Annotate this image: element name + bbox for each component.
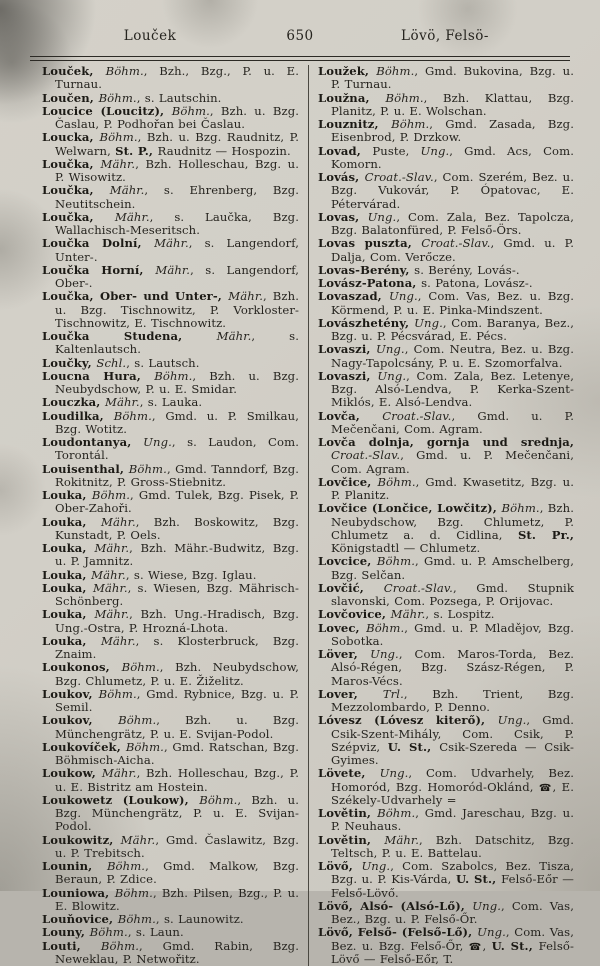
entry-text: Loukov, <box>42 687 99 701</box>
telegraph-symbol-icon: ☎ <box>469 942 483 953</box>
entry-text: , s. Lospitz. <box>425 607 494 621</box>
entry-text: Böhm. <box>107 859 145 873</box>
gazetteer-entry <box>318 92 574 119</box>
entry-text: Mähr. <box>94 607 129 621</box>
entry-text: Lounin, <box>42 859 107 873</box>
gazetteer-entry <box>42 211 299 238</box>
entry-text: , Gmd. Jareschau, Bzg. u. P. Neuhaus. <box>331 806 574 833</box>
entry-text: Lovětin, <box>318 833 384 847</box>
entry-text: Lovaszi, <box>318 342 376 356</box>
gazetteer-entry <box>42 834 299 861</box>
entry-text: , Gmd. Malkow, Bzg. Beraun, P. Zdice. <box>55 859 299 886</box>
entry-text: Lovčice, <box>318 475 378 489</box>
gazetteer-entry <box>318 502 574 555</box>
gazetteer-entry <box>42 489 299 516</box>
entry-text: , Gmd. Zasada, Bzg. Eisenbrod, P. Drzkow. <box>331 117 574 144</box>
gazetteer-entry <box>42 569 299 582</box>
entry-text: U. St., <box>388 740 439 754</box>
entry-text: Ung. <box>380 766 409 780</box>
telegraph-symbol-icon: ☎ <box>539 783 553 794</box>
entry-text: Mähr. <box>101 634 136 648</box>
entry-text: Mähr. <box>100 157 135 171</box>
gazetteer-entry <box>42 105 299 132</box>
entry-text: Croat.-Slav. <box>384 581 453 595</box>
entry-text: Croat.-Slav. <box>331 448 400 462</box>
column-right <box>308 65 574 966</box>
entry-text: Böhm. <box>502 501 540 515</box>
entry-text: , Gmd. Ratschan, Bzg. Böhmisch-Aicha. <box>55 740 299 767</box>
gazetteer-entry <box>318 900 574 927</box>
gazetteer-entry <box>318 264 574 277</box>
entry-text: Loučky, <box>42 356 96 370</box>
gazetteer-entry <box>42 741 299 768</box>
entry-text: Lovec, <box>318 621 366 635</box>
entry-text: Ung. <box>421 144 450 158</box>
entry-text: Ung. <box>361 859 390 873</box>
column-left <box>42 65 308 966</box>
entry-text: Mähr. <box>101 515 136 529</box>
gazetteer-entry <box>318 277 574 290</box>
entry-text: Loukovíček, <box>42 740 126 754</box>
gazetteer-entry <box>318 807 574 834</box>
gazetteer-entry <box>318 860 574 900</box>
entry-text: , Gmd. Rabin, Bzg. Neweklau, P. Netwořitz. <box>55 939 299 966</box>
entry-text: Lovcice, <box>318 554 377 568</box>
entry-text: Louniowa, <box>42 886 115 900</box>
entry-text: Lóvesz (Lóvesz kiterő), <box>318 713 498 727</box>
entry-text: Lovászhetény, <box>318 316 414 330</box>
entry-text: Lovčice (Lončice, Lowčitz), <box>318 501 502 515</box>
entry-text: U. St., <box>492 939 539 953</box>
gazetteer-entry <box>318 926 574 966</box>
gazetteer-entry <box>318 622 574 649</box>
entry-text: , Gmd. Tanndorf, Bzg. Rokitnitz, P. Gross-Stiebnitz. <box>55 462 299 489</box>
gazetteer-entry <box>318 688 574 715</box>
entry-text: Böhm. <box>99 130 137 144</box>
entry-text: Böhm. <box>115 886 153 900</box>
entry-text: , s. Wiesen, Bzg. Mährisch-Schönberg. <box>55 581 299 608</box>
entry-text: Böhm. <box>376 64 414 78</box>
entry-text: Mähr. <box>121 833 156 847</box>
entry-text: Lover, <box>318 687 383 701</box>
entry-text: Schl. <box>96 356 126 370</box>
entry-text: , Bzh. u. Bzg. Neubydschow, P. u. E. Smidar. <box>55 369 299 396</box>
entry-text: , Gmd. Kwasetitz, Bzg. u. P. Planitz. <box>331 475 574 502</box>
entry-text: Louka, <box>42 568 91 582</box>
gazetteer-entry <box>42 913 299 926</box>
entry-text: Croat.-Slav. <box>382 409 451 423</box>
gazetteer-entry <box>42 131 299 158</box>
entry-text: s. Berény, Lovás-. <box>414 263 519 277</box>
gazetteer-entry <box>318 343 574 370</box>
gazetteer-entry <box>42 860 299 887</box>
gazetteer-entry <box>318 608 574 621</box>
gazetteer-entry <box>42 714 299 741</box>
entry-text: Loucna Hura, <box>42 369 154 383</box>
entry-text: Ung. <box>376 342 405 356</box>
entry-text: , Bzh. u. Bzg. Münchengrätz, P. u. E. Svijan-Podol. <box>55 713 299 740</box>
entry-text: , Bzh. Pilsen, Bzg., P. u. E. Blowitz. <box>55 886 299 913</box>
entry-text: , s. Laučka, Bzg. Wallachisch-Meseritsch. <box>55 210 299 237</box>
entry-text: Louisenthal, <box>42 462 129 476</box>
entry-text: Loudilka, <box>42 409 114 423</box>
entry-text: Mähr. <box>94 541 129 555</box>
gazetteer-entry <box>42 237 299 264</box>
entry-text: Lovča, <box>318 409 382 423</box>
entry-text: , Bzh. u. Bzg. Raudnitz, P. Welwarn, <box>55 130 299 157</box>
gazetteer-entry <box>42 887 299 914</box>
entry-text: , s. Lauka. <box>140 395 203 409</box>
entry-text: Loucice (Loucitz), <box>42 104 172 118</box>
entry-text: Louny, <box>42 925 90 939</box>
entry-text: Raudnitz — Hospozin. <box>158 144 291 158</box>
entry-text: Lövő, Alsó- (Alsó-Lő), <box>318 899 472 913</box>
entry-text: , s. Laun. <box>128 925 184 939</box>
entry-text: Böhm. <box>106 64 144 78</box>
gazetteer-entry <box>42 410 299 437</box>
entry-text: s. Patona, Lovász-. <box>421 276 533 290</box>
gazetteer-entry <box>42 940 299 966</box>
entry-text: , Bzh., Bzg., P. u. E. Turnau. <box>55 64 299 91</box>
gazetteer-entry <box>42 290 299 330</box>
entry-text: Louti, <box>42 939 101 953</box>
entry-text: , <box>482 939 491 953</box>
entry-text: Löver, <box>318 647 370 661</box>
entry-text: , Gmd. u. P. Mečenčani, Com. Agram. <box>331 448 574 475</box>
entry-text: Böhm. <box>99 687 137 701</box>
gazetteer-entry <box>42 92 299 105</box>
entry-text: Mähr. <box>91 568 126 582</box>
entry-text: , s. Launowitz. <box>156 912 244 926</box>
entry-text: , Com. Neutra, Bez. u. Bzg. Nagy-Tapolcsány, P. u. E. Szomorfalva. <box>331 342 574 369</box>
entry-text: Ung. <box>370 647 399 661</box>
entry-text: Lovas puszta, <box>318 236 421 250</box>
entry-text: St. P., <box>115 144 158 158</box>
entry-text: Mähr. <box>102 766 137 780</box>
entry-text: Lovaszad, <box>318 289 389 303</box>
entry-text: , E. Székely-Udvarhely = <box>331 780 574 807</box>
entry-text: Loučen, <box>42 91 99 105</box>
entry-text: , Bzh. Neubydschow, Bzg. Chlumetz, P. u. E. Žiželitz. <box>55 660 299 687</box>
entry-text: Lovča dolnja, gornja und srednja, <box>318 435 574 449</box>
entry-text: St. Pr., <box>518 528 574 542</box>
entry-text: , s. Wiese, Bzg. Iglau. <box>126 568 257 582</box>
entry-text: Loukowetz (Loukow), <box>42 793 199 807</box>
gazetteer-entry <box>42 396 299 409</box>
entry-text: Ung. <box>377 369 406 383</box>
entry-text: Mähr. <box>155 263 190 277</box>
entry-text: Böhm. <box>378 475 416 489</box>
gazetteer-entry <box>42 264 299 291</box>
entry-text: , s. Langendorf, Ober-. <box>55 263 299 290</box>
entry-text: Böhm. <box>99 91 137 105</box>
entry-text: Louka, <box>42 488 92 502</box>
entry-text: Trl. <box>383 687 404 701</box>
entry-text: Böhm. <box>154 369 192 383</box>
gazetteer-entry <box>42 330 299 357</box>
entry-text: , Gmd. u. P. Smilkau, Bzg. Wotitz. <box>55 409 299 436</box>
entry-text: , Gmd. Časlawitz, Bzg. u. P. Trebitsch. <box>55 833 299 860</box>
entry-text: Lovas-Berény, <box>318 263 414 277</box>
entry-text: , Gmd. Bukovina, Bzg. u. P. Turnau. <box>331 64 574 91</box>
entry-text: Böhm. <box>172 104 210 118</box>
gazetteer-entry <box>42 688 299 715</box>
entry-text: Ung. <box>143 435 172 449</box>
entry-text: Csik-Szereda — Csik-Gyimes. <box>331 740 574 767</box>
entry-text: , Bzh. Holleschau, Bzg., P. u. E. Bistritz am Hostein. <box>55 766 299 793</box>
gazetteer-entry <box>42 582 299 609</box>
entry-text: Louka, <box>42 607 94 621</box>
gazetteer-entry <box>42 65 299 92</box>
entry-text: , s. Klosterbruck, Bzg. Znaim. <box>55 634 299 661</box>
entry-text: Ung. <box>389 289 418 303</box>
gazetteer-entry <box>318 436 574 476</box>
entry-text: Louka, <box>42 541 94 555</box>
entry-text: Felső-Eőr — Felső-Lövő. <box>331 872 574 899</box>
entry-text: Böhm. <box>366 621 404 635</box>
entry-text: Böhm. <box>126 740 164 754</box>
entry-text: , Gmd. Acs, Com. Komorn. <box>331 144 574 171</box>
gazetteer-entry <box>318 555 574 582</box>
entry-text: Ung. <box>368 210 397 224</box>
text-columns <box>42 65 576 966</box>
entry-text: Böhm. <box>118 912 156 926</box>
gazetteer-entry <box>318 370 574 410</box>
gazetteer-entry <box>42 463 299 490</box>
entry-text: , Com. Maros-Torda, Bez. Alsó-Régen, Bzg. Szász-Régen, P. Maros-Vécs. <box>331 647 574 688</box>
gazetteer-entry <box>318 145 574 172</box>
entry-text: Loučka Studena, <box>42 329 217 343</box>
entry-text: , s. Kaltenlautsch. <box>55 329 299 356</box>
gazetteer-entry <box>42 608 299 635</box>
entry-text: Louznitz, <box>318 117 391 131</box>
entry-text: Böhm. <box>377 806 415 820</box>
entry-text: Croat.-Slav. <box>421 236 490 250</box>
entry-text: Böhm. <box>377 554 415 568</box>
entry-text: , Bzh. Holleschau, Bzg. u. P. Wisowitz. <box>55 157 299 184</box>
entry-text: Loučka Horní, <box>42 263 155 277</box>
entry-text: , Gmd. u. P. Mečenčani, Com. Agram. <box>331 409 574 436</box>
gazetteer-entry <box>42 926 299 939</box>
entry-text: Lovas, <box>318 210 368 224</box>
entry-text: Lövő, Felső- (Felső-Lő), <box>318 925 477 939</box>
entry-text: Lovčovice, <box>318 607 391 621</box>
gazetteer-entry <box>42 158 299 185</box>
gazetteer-entry <box>318 582 574 609</box>
entry-text: Ung. <box>472 899 501 913</box>
gazetteer-entry <box>42 184 299 211</box>
entry-text: Loužna, <box>318 91 386 105</box>
gazetteer-entry <box>318 118 574 145</box>
entry-text: Böhm. <box>118 713 156 727</box>
entry-text: Loukov, <box>42 713 118 727</box>
entry-text: Loudontanya, <box>42 435 143 449</box>
gazetteer-entry <box>318 767 574 807</box>
gazetteer-entry <box>42 635 299 662</box>
entry-text: Louček, <box>42 64 106 78</box>
entry-text: Felső-Lövő — Felső-Eőr, T. <box>331 939 574 966</box>
entry-text: Mähr. <box>391 607 426 621</box>
entry-text: Lovčić, <box>318 581 384 595</box>
entry-text: , Gmd. Stupnik slavonski, Com. Pozsega, P. Orijovac. <box>331 581 574 608</box>
page-number: 650 <box>0 28 600 44</box>
entry-text: , Gmd. u. P. Mladějov, Bzg. Sobotka. <box>331 621 574 648</box>
entry-text: Mähr. <box>217 329 252 343</box>
gazetteer-entry <box>318 834 574 861</box>
entry-text: Louczka, <box>42 395 105 409</box>
entry-text: Louka, <box>42 634 101 648</box>
entry-text: Loukonos, <box>42 660 122 674</box>
entry-text: , Com. Baranya, Bez., Bzg. u. P. Pécsvárad, E. Pécs. <box>331 316 574 343</box>
entry-text: Mähr. <box>115 210 150 224</box>
entry-text: Mähr. <box>105 395 140 409</box>
entry-text: Loucka, <box>42 130 99 144</box>
header-double-rule <box>30 56 570 61</box>
entry-text: Loužek, <box>318 64 376 78</box>
entry-text: Mähr. <box>110 183 145 197</box>
entry-text: Ung. <box>477 925 506 939</box>
entry-text: , Bzh. Mähr.-Budwitz, Bzg. u. P. Jamnitz. <box>55 541 299 568</box>
entry-text: Böhm. <box>90 925 128 939</box>
gazetteer-entry <box>42 767 299 794</box>
entry-text: , Com. Vas, Bez. u. Bzg. Felső-Őr, <box>331 925 574 952</box>
entry-text: , s. Lautsch. <box>126 356 199 370</box>
page-header <box>0 0 600 50</box>
gazetteer-entry <box>318 648 574 688</box>
entry-text: , Com. Udvarhely, Bez. Homoród, Bzg. Homoród-Oklánd, <box>331 766 574 793</box>
entry-text: Böhm. <box>122 660 160 674</box>
entry-text: U. St., <box>456 872 501 886</box>
entry-text: Loučka, <box>42 183 110 197</box>
entry-text: , Bzh. Trient, Bzg. Mezzolombardo, P. Denno. <box>331 687 574 714</box>
entry-text: Louka, <box>42 581 93 595</box>
entry-text: Croat.-Slav. <box>365 170 434 184</box>
entry-text: , Com. Szabolcs, Bez. Tisza, Bzg. u. P. Kis-Várda, <box>331 859 574 886</box>
entry-text: Loukowitz, <box>42 833 121 847</box>
gazetteer-entry <box>318 476 574 503</box>
entry-text: Böhm. <box>129 462 167 476</box>
entry-text: Loučka Dolní, <box>42 236 154 250</box>
entry-text: Mähr. <box>228 289 263 303</box>
gazetteer-entry <box>318 211 574 238</box>
entry-text: , Bzh. u. Bzg. Časlau, P. Podhořan bei Časlau. <box>55 104 299 131</box>
gazetteer-entry <box>42 516 299 543</box>
entry-text: Königstadtl — Chlumetz. <box>331 541 480 555</box>
entry-text: , Com. Zala, Bez. Tapolcza, Bzg. Balatonfüred, P. Felső-Örs. <box>331 210 574 237</box>
entry-text: , Bzh. u. Bzg. Münchengrätz, P. u. E. Svijan-Podol. <box>55 793 299 834</box>
entry-text: , Gmd. u. P. Dalja, Com. Verőcze. <box>331 236 574 263</box>
entry-text: , Bzh. Ung.-Hradisch, Bzg. Ung.-Ostra, P. Hrozná-Lhota. <box>55 607 299 634</box>
gazetteer-entry <box>318 237 574 264</box>
entry-text: Lovětin, <box>318 806 377 820</box>
entry-text: , Bzh. Neubydschow, Bzg. Chlumetz, P. Chlumetz a. d. Cidlina, <box>331 501 574 542</box>
entry-text: , s. Ehrenberg, Bzg. Neutitschein. <box>55 183 299 210</box>
guideword-right: Lövö, Felsö- <box>300 28 590 44</box>
entry-text: Lovad, <box>318 144 372 158</box>
entry-text: Lövő, <box>318 859 361 873</box>
entry-text: Loučka, <box>42 210 115 224</box>
entry-text: Louňovice, <box>42 912 118 926</box>
entry-text: Mähr. <box>384 833 419 847</box>
entry-text: Lovaszi, <box>318 369 377 383</box>
entry-text: Lovász-Patona, <box>318 276 421 290</box>
entry-text: Louka, <box>42 515 101 529</box>
gazetteer-entry <box>318 317 574 344</box>
entry-text: Loučka, <box>42 157 100 171</box>
entry-text: , Gmd. Rybnice, Bzg. u. P. Semil. <box>55 687 299 714</box>
gazetteer-entry <box>42 661 299 688</box>
entry-text: Ung. <box>414 316 443 330</box>
gazetteer-entry <box>42 542 299 569</box>
entry-text: , Gmd. Csik-Szent-Mihály, Com. Csik, P. Szépviz, <box>331 713 574 754</box>
entry-text: , Com. Vas, Bez., Bzg. u. P. Felső-Őr. <box>331 899 574 926</box>
entry-text: Lovás, <box>318 170 365 184</box>
entry-text: , Gmd. Tulek, Bzg. Pisek, P. Ober-Zahoři. <box>55 488 299 515</box>
entry-text: Böhm. <box>101 939 139 953</box>
entry-text: , s. Lautschin. <box>137 91 222 105</box>
gazetteer-entry <box>318 714 574 767</box>
entry-text: , s. Langendorf, Unter-. <box>55 236 299 263</box>
entry-text: , Com. Szerém, Bez. u. Bzg. Vukovár, P. Ópatovac, E. Pétervárad. <box>331 170 574 211</box>
entry-text: , Com. Zala, Bez. Letenye, Bzg. Alsó-Lendva, P. Kerka-Szent-Miklós, E. Alsó-Lendva. <box>331 369 574 410</box>
entry-text: Puste, <box>372 144 420 158</box>
gazetteer-entry <box>42 370 299 397</box>
gazetteer-entry <box>318 410 574 437</box>
entry-text: Lövete, <box>318 766 380 780</box>
entry-text: Loučka, Ober- und Unter-, <box>42 289 228 303</box>
entry-text: , Bzh. Klattau, Bzg. Planitz, P. u. E. Wolschan. <box>331 91 574 118</box>
entry-text: Böhm. <box>386 91 424 105</box>
entry-text: Loukow, <box>42 766 102 780</box>
entry-text: Böhm. <box>92 488 130 502</box>
gazetteer-entry <box>318 65 574 92</box>
guideword-left: Louček <box>0 28 300 44</box>
entry-text: Ung. <box>498 713 527 727</box>
entry-text: , s. Laudon, Com. Torontál. <box>55 435 299 462</box>
entry-text: , Com. Vas, Bez. u. Bzg. Körmend, P. u. E. Pinka-Mindszent. <box>331 289 574 316</box>
entry-text: Böhm. <box>391 117 429 131</box>
entry-text: Böhm. <box>199 793 237 807</box>
gazetteer-entry <box>318 290 574 317</box>
entry-text: , Bzh. Datschitz, Bzg. Teltsch, P. u. E. Battelau. <box>331 833 574 860</box>
gazetteer-entry <box>42 794 299 834</box>
gazetteer-entry <box>318 171 574 211</box>
entry-text: Mähr. <box>154 236 189 250</box>
entry-text: Böhm. <box>114 409 152 423</box>
entry-text: , Gmd. u. P. Amschelberg, Bzg. Selčan. <box>331 554 574 581</box>
entry-text: Mähr. <box>93 581 128 595</box>
entry-text: , Bzh. Boskowitz, Bzg. Kunstadt, P. Oels. <box>55 515 299 542</box>
gazetteer-entry <box>42 357 299 370</box>
entry-text: , Bzh. u. Bzg. Tischnowitz, P. Vorkloster-Tischnowitz, E. Tischnowitz. <box>55 289 299 330</box>
gazetteer-entry <box>42 436 299 463</box>
